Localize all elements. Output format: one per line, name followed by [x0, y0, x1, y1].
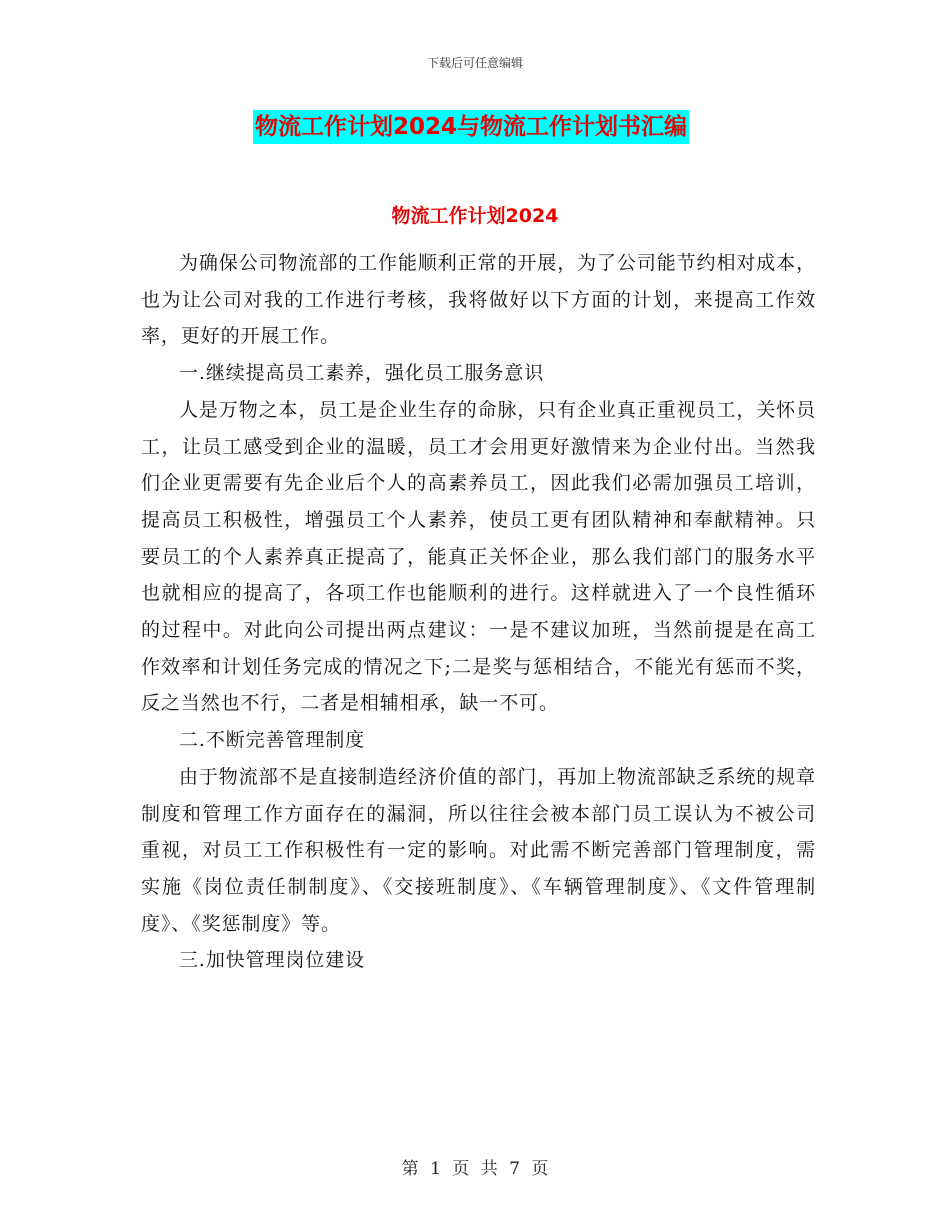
- paragraph-point-1: 人是万物之本，员工是企业生存的命脉，只有企业真正重视员工，关怀员工，让员工感受到企业的温暖，员工才会用更好激情来为企业付出。当然我们企业更需要有先企业后个人的高素养员工，因此我们必需加强员工培训，提高员工积极性，增强员工个人素养，使员工更有团队精神和奉献精神。只要员工的个人素养真正提高了，能真正关怀企业，那么我们部门的服务水平也就相应的提高了，各项工作也能顺利的进行。这样就进入了一个良性循环的过程中。对此向公司提出两点建议：一是不建议加班，当然前提是在高工作效率和计划任务完成的情况之下;二是奖与惩相结合，不能光有惩而不奖，反之当然也不行，二者是相辅相承，缺一不可。: [141, 398, 816, 715]
- heading-point-3: 三.加快管理岗位建设: [179, 949, 366, 972]
- section-title: 物流工作计划2024: [391, 205, 559, 227]
- heading-point-2: 二.不断完善管理制度: [179, 729, 366, 752]
- document-body: [141, 245, 816, 979]
- page-number-footer: 第 1 页 共 7 页: [401, 1159, 549, 1179]
- paragraph-point-2: 由于物流部不是直接制造经济价值的部门，再加上物流部缺乏系统的规章制度和管理工作方面存在的漏洞，所以往往会被本部门员工误认为不被公司重视，对员工工作积极性有一定的影响。对此需不断完善部门管理制度，需实施《岗位责任制制度》、《交接班制度》、《车辆管理制度》、《文件管理制度》、《奖惩制度》等。: [141, 765, 816, 935]
- document-title: 物流工作计划2024与物流工作计划书汇编: [253, 110, 689, 144]
- paragraph-intro: 为确保公司物流部的工作能顺利正常的开展，为了公司能节约相对成本，也为让公司对我的工作进行考核，我将做好以下方面的计划，来提高工作效率，更好的开展工作。: [141, 252, 816, 348]
- heading-point-1: 一.继续提高员工素养，强化员工服务意识: [179, 362, 545, 385]
- header-note: 下载后可任意编辑: [426, 56, 523, 70]
